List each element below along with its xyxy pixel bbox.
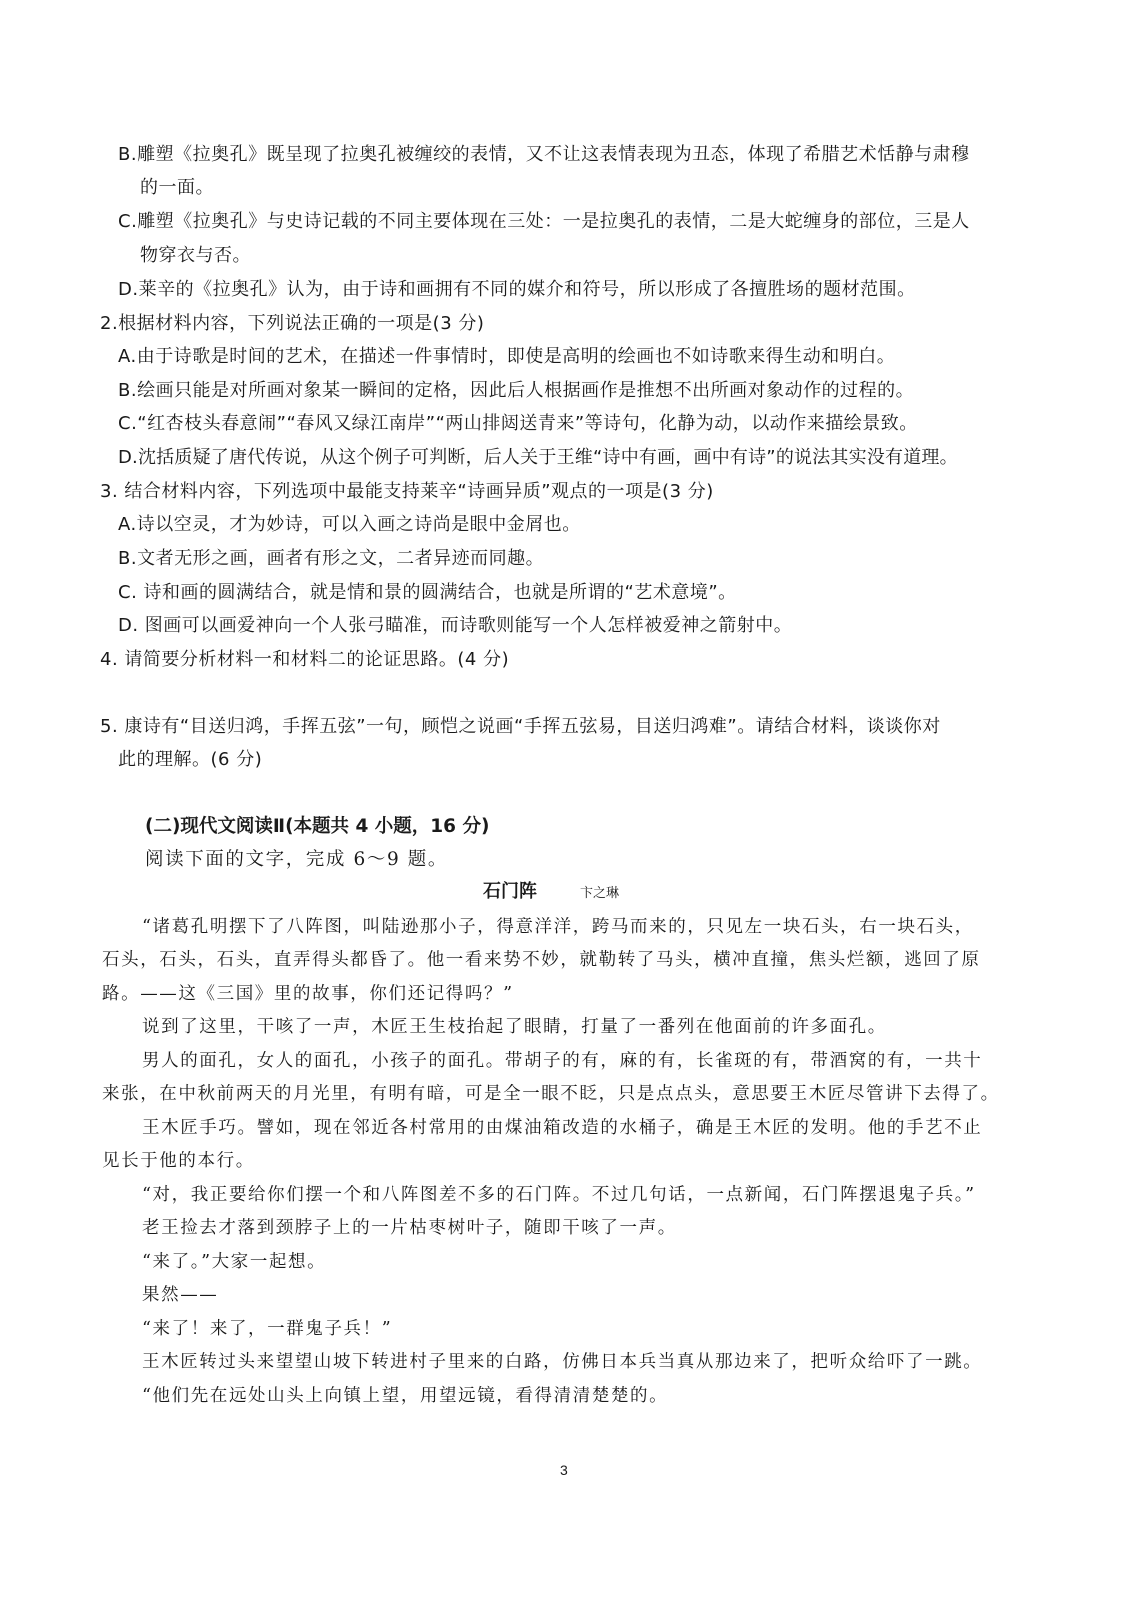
q2-option-a: A.由于诗歌是时间的艺术，在描述一件事情时，即使是高明的绘画也不如诗歌来得生动和明白。: [118, 346, 896, 367]
q2-option-d: D.沈括质疑了唐代传说，从这个例子可判断，后人关于王维“诗中有画，画中有诗”的说法其实没有道理。: [118, 447, 958, 468]
story-p3-line2: 来张，在中秋前两天的月光里，有明有暗，可是全一眼不眨，只是点点头，意思要王木匠尽管讲下去得了。: [102, 1084, 1000, 1104]
q5-stem-line2: 此的理解。(6 分): [118, 749, 263, 770]
story-p1-line2: 石头，石头，石头，直弄得头都昏了。他一看来势不妙，就勒转了马头，横冲直撞，焦头烂额，逃回了原: [102, 950, 981, 970]
story-p4-line2: 见长于他的本行。: [102, 1151, 255, 1171]
story-p3-line1: 男人的面孔，女人的面孔，小孩子的面孔。带胡子的有，麻的有，长雀斑的有，带酒窝的有，一共十: [142, 1051, 983, 1071]
page-number: 3: [560, 1462, 568, 1478]
q3-option-d: D. 图画可以画爱神向一个人张弓瞄准，而诗歌则能写一个人怎样被爱神之箭射中。: [118, 615, 793, 636]
q3-option-b: B.文者无形之画，画者有形之文，二者异迹而同趣。: [118, 548, 545, 569]
q1-option-c-line1: C.雕塑《拉奥孔》与史诗记载的不同主要体现在三处：一是拉奥孔的表情，二是大蛇缠身的部位，三是人: [118, 211, 970, 232]
q4-stem: 4. 请简要分析材料一和材料二的论证思路。(4 分): [100, 649, 510, 670]
q2-stem: 2.根据材料内容，下列说法正确的一项是(3 分): [100, 313, 485, 334]
q1-option-b-line1: B.雕塑《拉奥孔》既呈现了拉奥孔被缠绞的表情，又不让这表情表现为丑态，体现了希腊艺术恬静与肃穆: [118, 144, 970, 165]
story-p5: “对，我正要给你们摆一个和八阵图差不多的石门阵。不过几句话，一点新闻，石门阵摆退鬼子兵。”: [142, 1185, 976, 1205]
q2-option-c: C.“红杏枝头春意闹”“春风又绿江南岸”“两山排闼送青来”等诗句，化静为动，以动作来描绘景致。: [118, 413, 918, 434]
story-p9: “来了！来了，一群鬼子兵！”: [142, 1319, 393, 1339]
q3-option-c: C. 诗和画的圆满结合，就是情和景的圆满结合，也就是所谓的“艺术意境”。: [118, 582, 737, 603]
story-p8: 果然——: [142, 1285, 219, 1305]
story-p10: 王木匠转过头来望望山坡下转进村子里来的白路，仿佛日本兵当真从那边来了，把听众给吓了一跳。: [142, 1352, 983, 1372]
q2-option-b: B.绘画只能是对所画对象某一瞬间的定格，因此后人根据画作是推想不出所画对象动作的过程的。: [118, 380, 915, 401]
q1-option-c-line2: 物穿衣与否。: [140, 245, 251, 266]
q1-option-d: D.莱辛的《拉奥孔》认为，由于诗和画拥有不同的媒介和符号，所以形成了各擅胜场的题材范围。: [118, 279, 916, 300]
q3-stem: 3. 结合材料内容，下列选项中最能支持莱辛“诗画异质”观点的一项是(3 分): [100, 481, 714, 502]
story-p1-line3: 路。——这《三国》里的故事，你们还记得吗？”: [102, 984, 514, 1004]
story-p7: “来了。”大家一起想。: [142, 1252, 327, 1272]
section-header: (二)现代文阅读Ⅱ(本题共 4 小题，16 分): [145, 816, 490, 837]
story-p6: 老王捡去才落到颈脖子上的一片枯枣树叶子，随即干咳了一声。: [142, 1218, 677, 1238]
section-instruction: 阅读下面的文字，完成 6～9 题。: [145, 849, 449, 870]
story-p1-line1: “诸葛孔明摆下了八阵图，叫陆逊那小子，得意洋洋，跨马而来的，只见左一块石头，右一块石头，: [142, 917, 974, 937]
story-p4-line1: 王木匠手巧。譬如，现在邻近各村常用的由煤油箱改造的水桶子，确是王木匠的发明。他的手艺不止: [142, 1118, 983, 1138]
q5-stem-line1: 5. 康诗有“目送归鸿，手挥五弦”一句，顾恺之说画“手挥五弦易，目送归鸿难”。请结合材料，谈谈你对: [100, 716, 941, 737]
story-title: 石门阵: [483, 881, 537, 902]
story-p11: “他们先在远处山头上向镇上望，用望远镜，看得清清楚楚的。: [142, 1386, 669, 1406]
story-author: 卞之琳: [580, 886, 620, 901]
story-p2: 说到了这里，干咳了一声，木匠王生枝抬起了眼睛，打量了一番列在他面前的许多面孔。: [142, 1017, 887, 1037]
q1-option-b-line2: 的一面。: [140, 177, 214, 198]
q3-option-a: A.诗以空灵，才为妙诗，可以入画之诗尚是眼中金屑也。: [118, 514, 581, 535]
